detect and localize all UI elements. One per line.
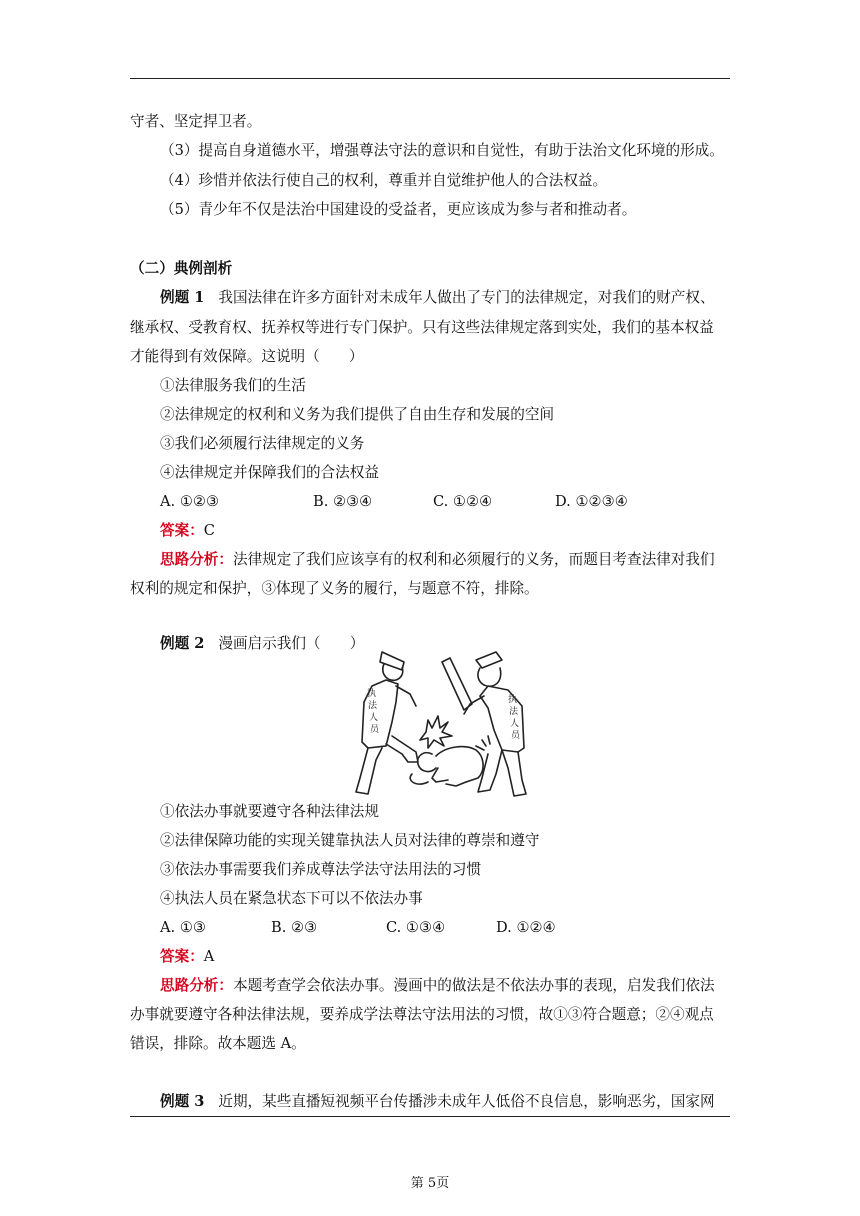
q1-option-c: C. ①②④	[433, 493, 493, 510]
q1-answer	[160, 521, 215, 541]
q1-stem-text-1: 我国法律在许多方面针对未成年人做出了专门的法律规定，对我们的财产权、	[218, 289, 715, 306]
q2-label: 例题 2	[160, 635, 205, 652]
q2-analysis-label: 思路分析：	[160, 977, 233, 994]
point-3: （3）提高自身道德水平，增强尊法守法的意识和自觉性，有助于法治文化环境的形成。	[160, 142, 724, 159]
q2-option-d: D. ①②④	[496, 919, 556, 936]
page-number: 第 5页	[410, 1176, 450, 1191]
q1-analysis-line-2: 权利的规定和保护，③体现了义务的履行，与题意不符，排除。	[130, 580, 539, 597]
cartoon-right-char-1: 执	[508, 695, 518, 705]
q1-stem-line-2: 继承权、受教育权、抚养权等进行专门保护。只有这些法律规定落到实处，我们的基本权益	[130, 319, 714, 336]
q2-answer-label: 答案：	[160, 948, 204, 965]
point-5: （5）青少年不仅是法治中国建设的受益者，更应该成为参与者和推动者。	[160, 201, 637, 218]
q2-analysis-line-1	[160, 976, 715, 996]
q1-stem-line-1	[160, 288, 715, 308]
q2-answer	[160, 947, 214, 967]
q1-statement-3: ③我们必须履行法律规定的义务	[160, 435, 365, 452]
q1-answer-value: C	[203, 522, 215, 539]
footer-rule	[130, 1116, 730, 1117]
q1-label: 例题 1	[160, 289, 205, 306]
header-rule	[130, 78, 730, 79]
cartoon-left-char-2: 法	[368, 701, 378, 711]
q1-stem-line-3: 才能得到有效保障。这说明（ ）	[130, 348, 364, 365]
q3-stem	[160, 1092, 715, 1112]
cartoon-right-char-4: 员	[511, 731, 521, 741]
q1-statement-2: ②法律规定的权利和义务为我们提供了自由生存和发展的空间	[160, 406, 555, 423]
q2-stem	[160, 634, 364, 654]
q1-option-a: A. ①②③	[160, 493, 220, 510]
q2-statement-3: ③依法办事需要我们养成尊法学法守法用法的习惯	[160, 861, 482, 878]
q2-analysis-line-3: 错误，排除。故本题选 A。	[130, 1035, 306, 1052]
q2-option-c: C. ①③④	[386, 919, 446, 936]
q2-statement-4: ④执法人员在紧急状态下可以不依法办事	[160, 890, 423, 907]
q1-analysis-text-1: 法律规定了我们应该享有的权利和必须履行的义务，而题目考查法律对我们	[232, 551, 715, 568]
q3-label: 例题 3	[160, 1093, 205, 1110]
q2-answer-value: A	[203, 948, 215, 965]
q1-analysis-line-1	[160, 550, 715, 570]
q2-statement-1: ①依法办事就要遵守各种法律法规	[160, 803, 379, 820]
cartoon-left-char-1: 执	[367, 689, 377, 699]
cartoon-right-char-2: 法	[509, 707, 519, 717]
cartoon-left-char-3: 人	[369, 713, 379, 723]
q1-option-d: D. ①②③④	[555, 493, 628, 510]
q3-stem-text: 近期，某些直播短视频平台传播涉未成年人低俗不良信息，影响恶劣，国家网	[218, 1093, 715, 1110]
point-4: （4）珍惜并依法行使自己的权利，尊重并自觉维护他人的合法权益。	[160, 172, 608, 189]
cartoon-left-char-4: 员	[370, 725, 380, 735]
q1-statement-1: ①法律服务我们的生活	[160, 377, 306, 394]
q2-analysis-text-1: 本题考查学会依法办事。漫画中的做法是不依法办事的表现，启发我们依法	[232, 977, 715, 994]
q2-option-a: A. ①③	[160, 919, 206, 936]
q2-option-b: B. ②③	[271, 919, 318, 936]
q1-answer-label: 答案：	[160, 522, 204, 539]
q1-statement-4: ④法律规定并保障我们的合法权益	[160, 464, 379, 481]
q2-statement-2: ②法律保障功能的实现关键靠执法人员对法律的尊崇和遵守	[160, 832, 540, 849]
q1-option-b: B. ②③④	[313, 493, 373, 510]
q1-analysis-label: 思路分析：	[160, 551, 233, 568]
law-enforcement-cartoon	[346, 650, 546, 798]
section-title: （二）典例剖析	[130, 260, 233, 277]
cartoon-right-char-3: 人	[510, 719, 520, 729]
continuation-text: 守者、坚定捍卫者。	[130, 113, 262, 130]
q2-stem-text: 漫画启示我们（ ）	[218, 635, 365, 652]
q2-analysis-line-2: 办事就要遵守各种法律法规，要养成学法尊法守法用法的习惯，故①③符合题意；②④观点	[130, 1006, 714, 1023]
